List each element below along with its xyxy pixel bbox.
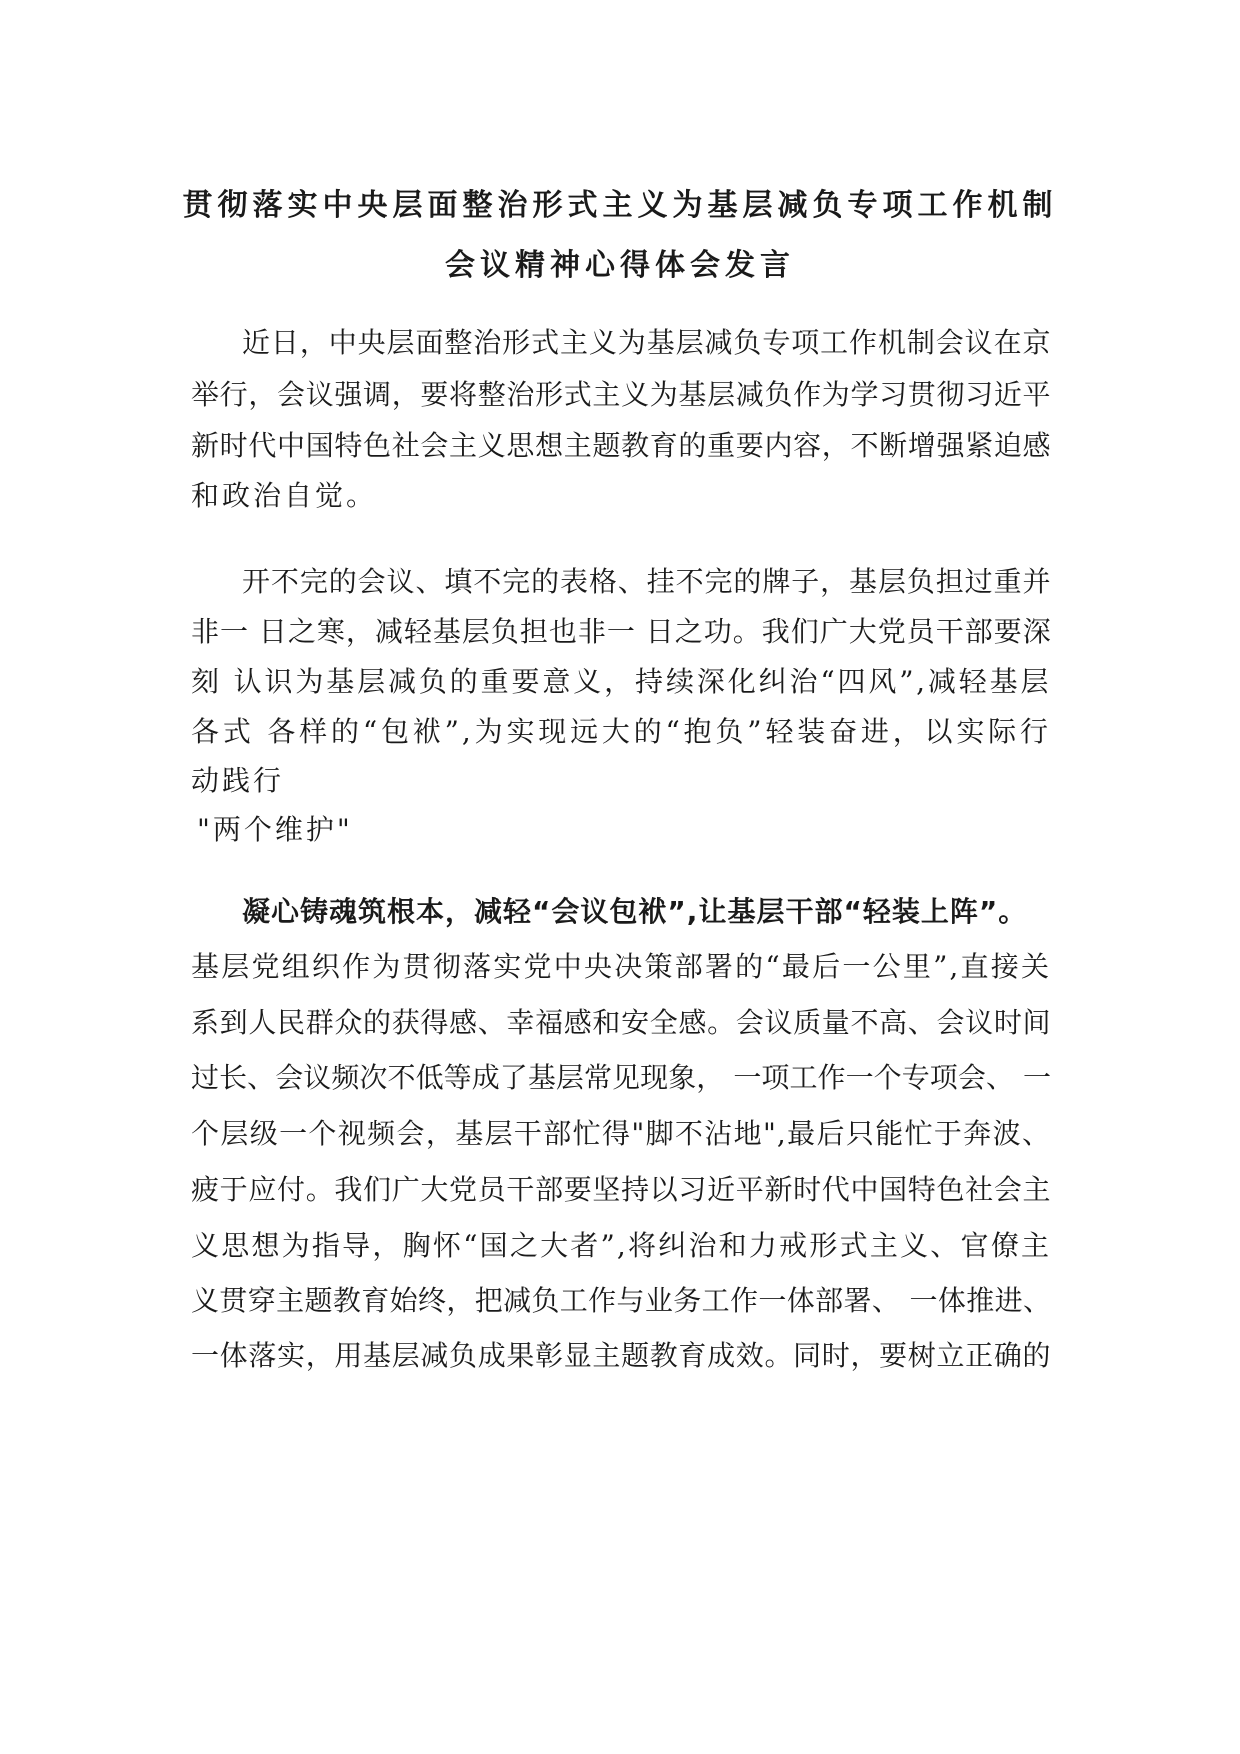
paragraph-3-line: 基层党组织作为贯彻落实党中央决策部署的“最后一公里”,直接关 — [191, 950, 1051, 983]
paragraph-2-line: 动践行 — [191, 764, 285, 797]
paragraph-2-line: 各式 各样的“包袱”,为实现远大的“抱负”轻装奋进，以实际行 — [191, 715, 1051, 748]
paragraph-2-line: 刻 认识为基层减负的重要意义，持续深化纠治“四风”,减轻基层 — [191, 665, 1051, 698]
paragraph-1-line: 和政治自觉。 — [191, 479, 378, 512]
paragraph-1-line: 新时代中国特色社会主义思想主题教育的重要内容，不断增强紧迫感 — [191, 429, 1051, 462]
document-title-line-1: 贯彻落实中央层面整治形式主义为基层减负专项工作机制 — [182, 188, 1058, 223]
paragraph-3-line: 义贯穿主题教育始终，把减负工作与业务工作一体部署、 一体推进、 — [191, 1284, 1051, 1317]
paragraph-3-line: 个层级一个视频会，基层干部忙得"脚不沾地",最后只能忙于奔波、 — [191, 1117, 1051, 1150]
paragraph-3-line: 过长、会议频次不低等成了基层常见现象， 一项工作一个专项会、 一 — [191, 1061, 1051, 1094]
section-heading: 凝心铸魂筑根本，减轻“会议包袱”,让基层干部“轻装上阵”。 — [242, 895, 1028, 928]
paragraph-2-line: 非一 日之寒，减轻基层负担也非一 日之功。我们广大党员干部要深 — [191, 615, 1052, 648]
paragraph-1-line: 近日，中央层面整治形式主义为基层减负专项工作机制会议在京 — [242, 326, 1051, 359]
paragraph-2-line: 开不完的会议、填不完的表格、挂不完的牌子，基层负担过重并 — [242, 565, 1051, 598]
paragraph-3-line: 义思想为指导，胸怀“国之大者”,将纠治和力戒形式主义、官僚主 — [191, 1229, 1051, 1262]
paragraph-3-line: 一体落实，用基层减负成果彰显主题教育成效。同时，要树立正确的 — [191, 1339, 1051, 1372]
paragraph-1-line: 举行，会议强调，要将整治形式主义为基层减负作为学习贯彻习近平 — [191, 378, 1051, 411]
paragraph-3-line: 疲于应付。我们广大党员干部要坚持以习近平新时代中国特色社会主 — [191, 1173, 1051, 1206]
paragraph-3-line: 系到人民群众的获得感、幸福感和安全感。会议质量不高、会议时间 — [191, 1006, 1051, 1039]
document-title-line-2: 会议精神心得体会发言 — [445, 248, 795, 283]
paragraph-2-quote: "两个维护" — [197, 813, 353, 846]
